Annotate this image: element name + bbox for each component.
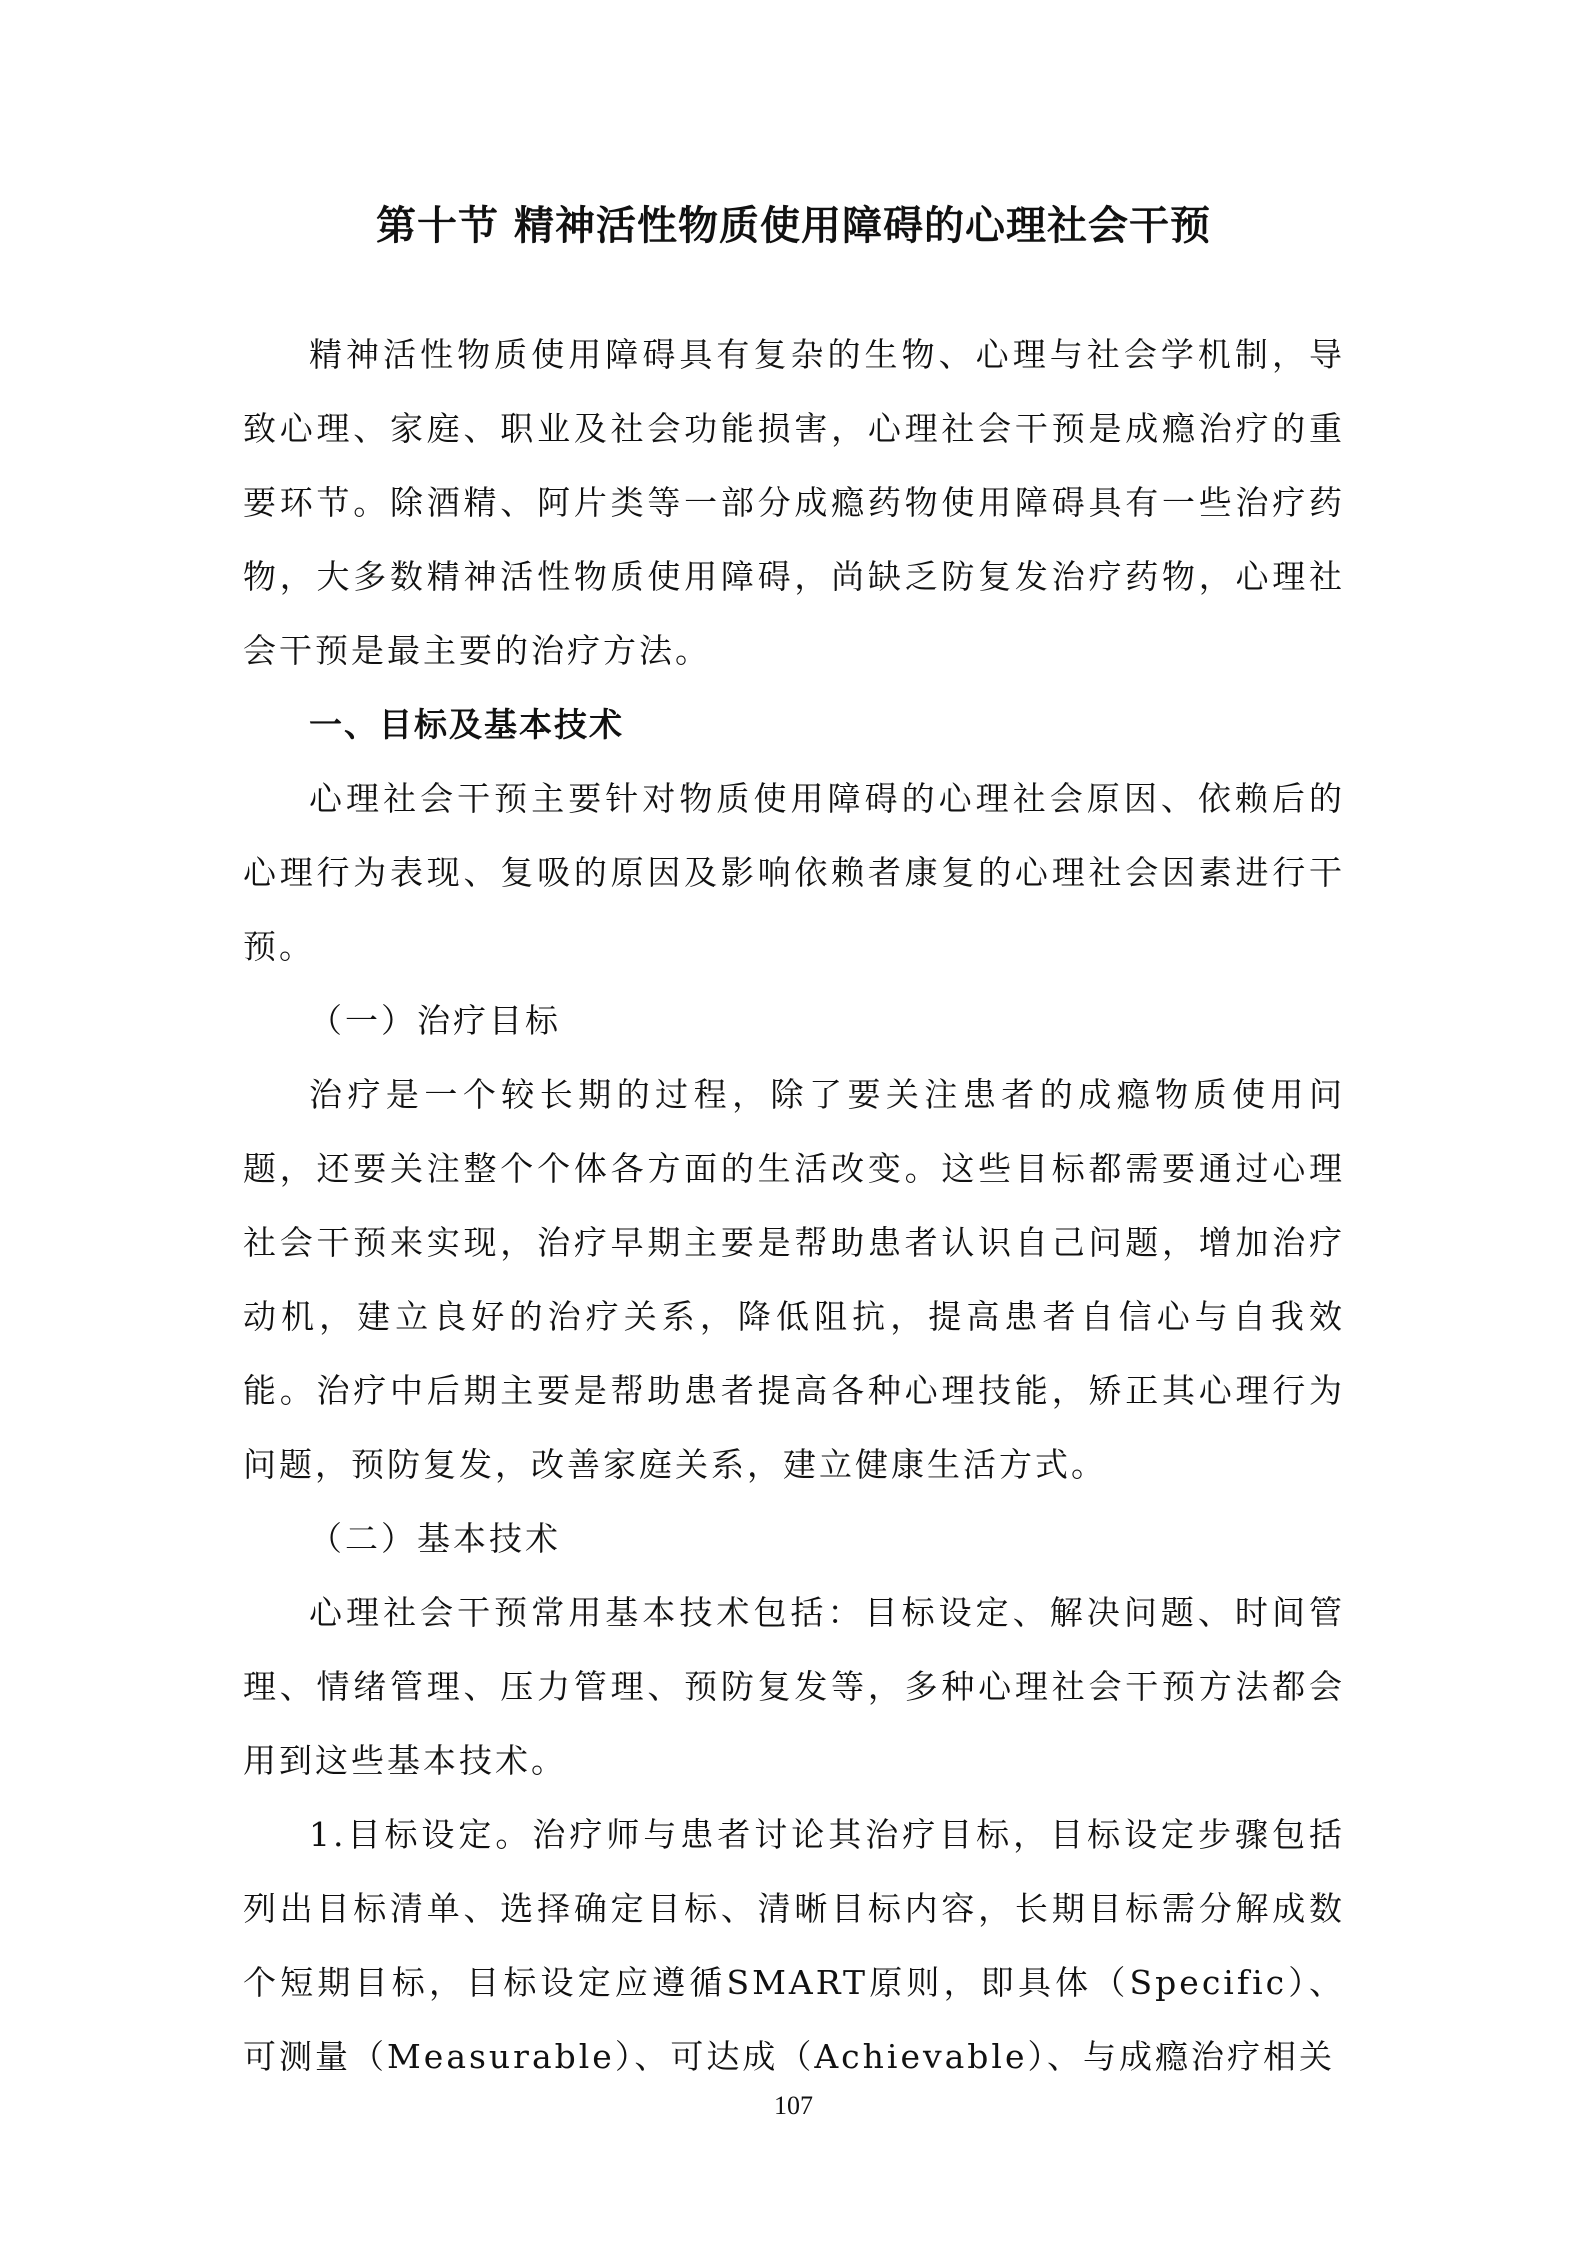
subsection-heading-basic-techniques: （二）基本技术 <box>309 1519 561 1558</box>
subsection-heading-treatment-goals: （一）治疗目标 <box>309 1001 561 1040</box>
page-number: 107 <box>774 2091 813 2120</box>
basic-techniques-paragraph: 心理社会干预常用基本技术包括：目标设定、解决问题、时间管理、情绪管理、压力管理、预防复发等，多种心理社会干预方法都会用到这些基本技术。 <box>243 1593 1345 1780</box>
page-title: 第十节 精神活性物质使用障碍的心理社会干预 <box>376 203 1211 249</box>
intro-paragraph: 精神活性物质使用障碍具有复杂的生物、心理与社会学机制，导致心理、家庭、职业及社会功能损害，心理社会干预是成瘾治疗的重要环节。除酒精、阿片类等一部分成瘾药物使用障碍具有一些治疗药物，大多数精神活性物质使用障碍，尚缺乏防复发治疗药物，心理社会干预是最主要的治疗方法。 <box>243 335 1345 670</box>
treatment-goals-paragraph: 治疗是一个较长期的过程，除了要关注患者的成瘾物质使用问题，还要关注整个个体各方面的生活改变。这些目标都需要通过心理社会干预来实现，治疗早期主要是帮助患者认识自己问题，增加治疗动机，建立良好的治疗关系，降低阻抗，提高患者自信心与自我效能。治疗中后期主要是帮助患者提高各种心理技能，矫正其心理行为问题，预防复发，改善家庭关系，建立健康生活方式。 <box>243 1075 1345 1484</box>
section-paragraph: 心理社会干预主要针对物质使用障碍的心理社会原因、依赖后的心理行为表现、复吸的原因及影响依赖者康复的心理社会因素进行干预。 <box>243 779 1345 966</box>
goal-setting-paragraph: 1.目标设定。治疗师与患者讨论其治疗目标，目标设定步骤包括列出目标清单、选择确定目标、清晰目标内容，长期目标需分解成数个短期目标，目标设定应遵循SMART原则，即具体（Specific）、可测量（Measurable）、可达成（Achievable）、与成瘾治疗相关 <box>243 1815 1345 2076</box>
section-heading-goals-techniques: 一、目标及基本技术 <box>309 705 624 744</box>
body-text <box>243 318 1345 2094</box>
